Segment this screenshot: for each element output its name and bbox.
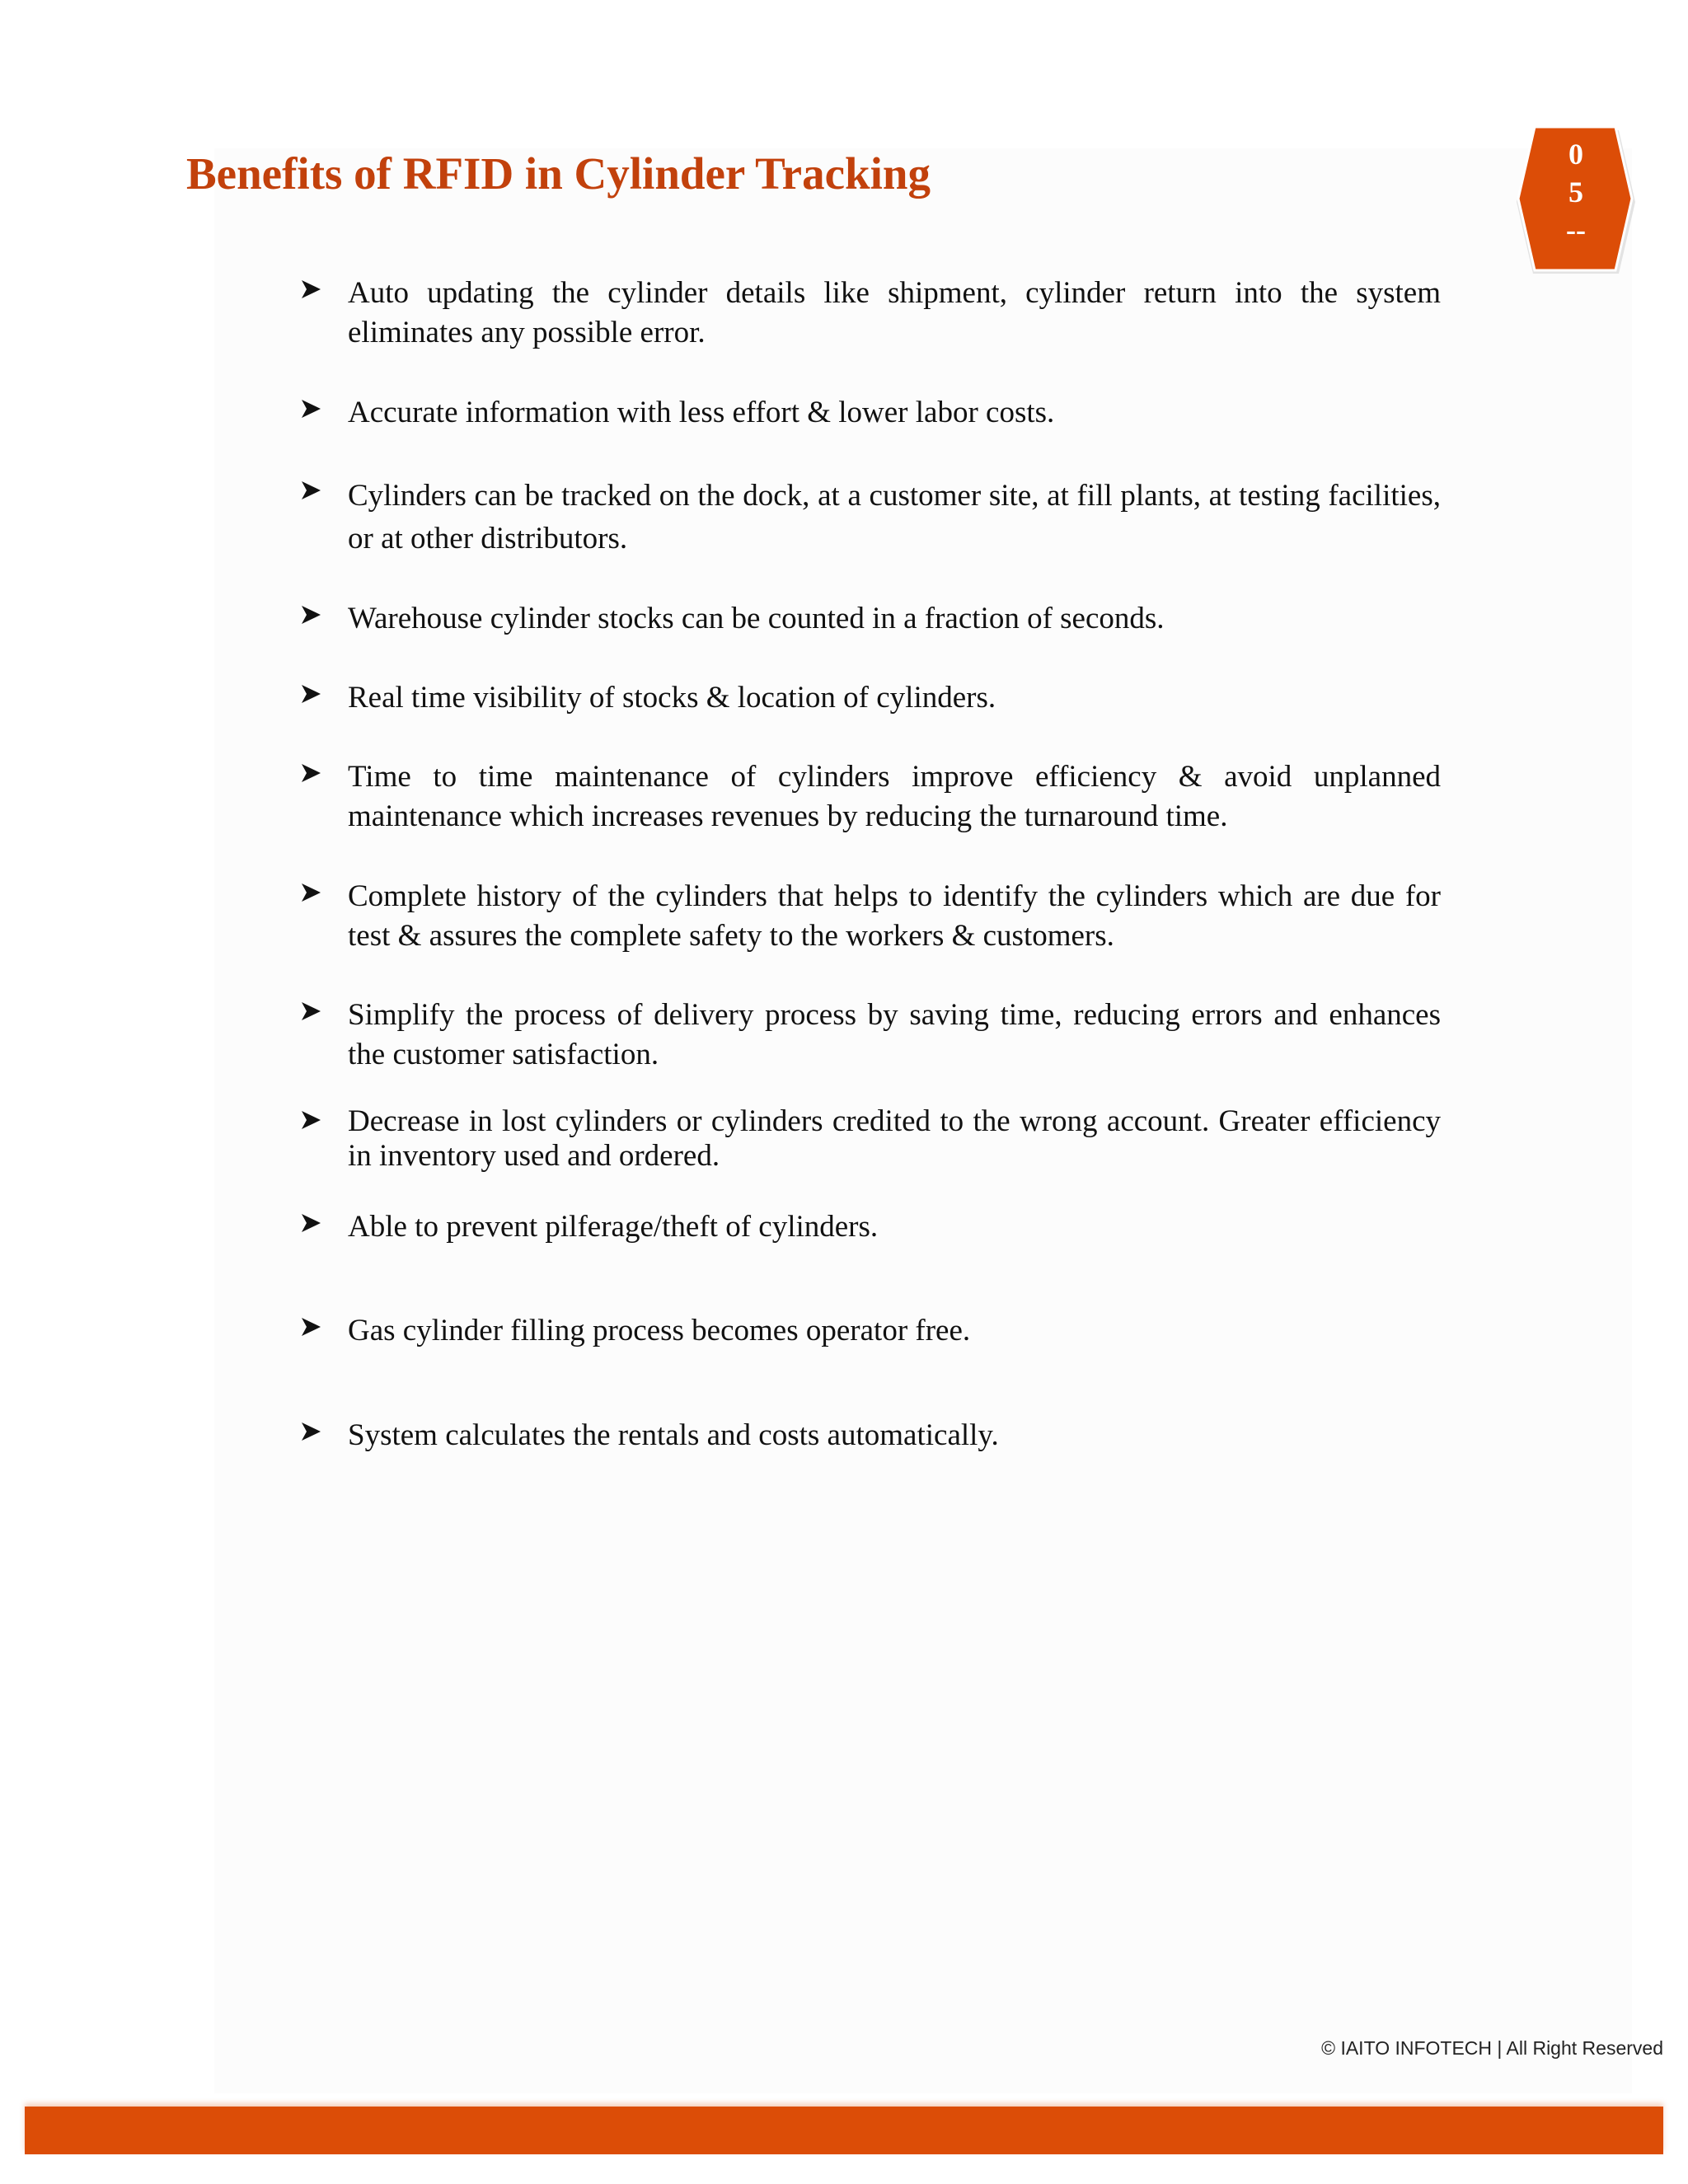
arrowhead-bullet-icon (297, 1313, 325, 1341)
footer-bar (25, 2107, 1663, 2154)
arrowhead-bullet-icon (297, 1106, 325, 1134)
list-item-text: Time to time maintenance of cylinders improve efficiency & avoid unplanned maintenance which increases revenues by reducing the turnaround time. (348, 760, 1441, 833)
list-item (297, 757, 1441, 837)
arrowhead-bullet-icon (297, 1209, 325, 1237)
list-item (297, 1104, 1441, 1174)
page-number-dashes: -- (1566, 213, 1586, 246)
arrowhead-bullet-icon (297, 997, 325, 1025)
list-item (297, 1416, 1441, 1455)
arrowhead-bullet-icon (297, 275, 325, 303)
list-item (297, 475, 1441, 560)
list-item-text: Accurate information with less effort & lower labor costs. (348, 396, 1055, 429)
list-item-text: Real time visibility of stocks & location of cylinders. (348, 681, 996, 715)
arrowhead-bullet-icon (297, 1418, 325, 1446)
list-item-text: Gas cylinder filling process becomes operator free. (348, 1314, 971, 1347)
list-item-text: Decrease in lost cylinders or cylinders credited to the wrong account. Greater efficiency in inventory used and ordered. (348, 1104, 1441, 1173)
arrowhead-bullet-icon (297, 601, 325, 629)
page-number-digit-1: 0 (1568, 138, 1583, 171)
list-item (297, 393, 1441, 433)
list-item-text: Cylinders can be tracked on the dock, at a customer site, at fill plants, at testing facilities, or at other distributors. (348, 479, 1441, 555)
list-item-text: Auto updating the cylinder details like shipment, cylinder return into the system eliminates any possible error. (348, 276, 1441, 349)
list-item-text: System calculates the rentals and costs automatically. (348, 1418, 999, 1452)
list-item (297, 274, 1441, 353)
list-item (297, 1207, 1441, 1247)
arrowhead-bullet-icon (297, 680, 325, 708)
page-title: Benefits of RFID in Cylinder Tracking (186, 148, 931, 199)
list-item-text: Complete history of the cylinders that helps to identify the cylinders which are due for test & assures the complete safety to the workers & customers. (348, 879, 1441, 953)
list-item-text: Simplify the process of delivery process by saving time, reducing errors and enhances the customer satisfaction. (348, 998, 1441, 1071)
page-number-digit-2: 5 (1568, 176, 1583, 209)
arrowhead-bullet-icon (297, 395, 325, 423)
list-item (297, 678, 1441, 718)
arrowhead-bullet-icon (297, 759, 325, 787)
list-item (297, 996, 1441, 1075)
list-item (297, 599, 1441, 639)
arrowhead-bullet-icon (297, 879, 325, 907)
list-item (297, 877, 1441, 956)
arrowhead-bullet-icon (297, 476, 325, 504)
footer-copyright: © IAITO INFOTECH | All Right Reserved (1321, 2037, 1663, 2059)
list-item (297, 1311, 1441, 1351)
list-item-text: Able to prevent pilferage/theft of cylinders. (348, 1210, 879, 1244)
list-item-text: Warehouse cylinder stocks can be counted in a fraction of seconds. (348, 602, 1165, 635)
